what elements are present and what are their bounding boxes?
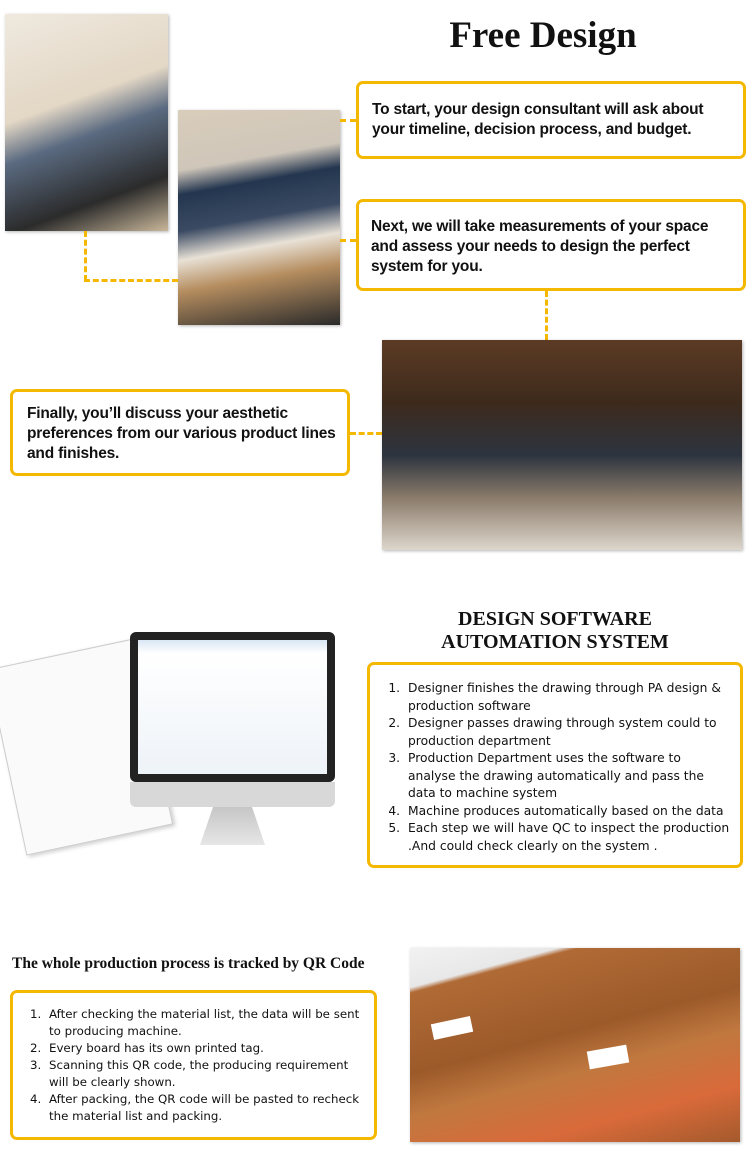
software-steps-box	[367, 662, 743, 868]
list-item: 2. Designer passes drawing through system could to production department	[404, 715, 732, 750]
qr-tag	[431, 1016, 473, 1040]
monitor-stand	[200, 807, 265, 845]
connector-line	[84, 231, 87, 281]
monitor-chin	[130, 782, 335, 807]
qr-tag	[587, 1045, 630, 1070]
step-1-box	[356, 81, 746, 159]
list-item: 2. Every board has its own printed tag.	[45, 1040, 368, 1057]
photo-wood-boards-qr-tags	[410, 948, 740, 1142]
step-2-text: Next, we will take measurements of your space and assess your needs to design the perfect system for you.	[371, 218, 709, 275]
step-1-text: To start, your design consultant will ask about your timeline, decision process, and budget.	[372, 101, 704, 138]
list-item: 3. Production Department uses the software to analyse the drawing automatically and pass the data to machine system	[404, 750, 732, 803]
photo-client-meeting	[382, 340, 742, 550]
section-title-qr: The whole production process is tracked by QR Code	[12, 955, 365, 972]
illustration-monitor-documents	[5, 632, 335, 850]
connector-line	[350, 432, 382, 435]
list-item: 4. After packing, the QR code will be pasted to recheck the material list and packing.	[45, 1091, 368, 1125]
list-item: 4. Machine produces automatically based on the data	[404, 803, 732, 821]
list-item: 3. Scanning this QR code, the producing requirement will be clearly shown.	[45, 1057, 368, 1091]
list-item: 5. Each step we will have QC to inspect the production .And could check clearly on the system .	[404, 820, 732, 855]
list-item: 1. Designer finishes the drawing through PA design & production software	[404, 680, 732, 715]
software-steps-list	[370, 680, 732, 855]
qr-steps-list	[13, 1006, 368, 1125]
section-title-line-2: AUTOMATION SYSTEM	[441, 631, 669, 653]
connector-line	[84, 279, 178, 282]
photo-showroom-consultation	[5, 14, 168, 231]
monitor-screen	[130, 632, 335, 782]
connector-line	[545, 291, 548, 340]
step-2-box	[356, 199, 746, 291]
connector-line	[340, 239, 356, 242]
step-3-text: Finally, you’ll discuss your aesthetic preferences from our various product lines and finishes.	[27, 405, 336, 462]
step-3-box	[10, 389, 350, 476]
qr-steps-box	[10, 990, 377, 1140]
page-title: Free Design	[449, 15, 637, 56]
connector-line	[340, 119, 356, 122]
list-item: 1. After checking the material list, the data will be sent to producing machine.	[45, 1006, 368, 1040]
photo-designer-at-computer	[178, 110, 340, 325]
section-title-line-1: DESIGN SOFTWARE	[458, 608, 652, 630]
section-title-software	[400, 608, 710, 654]
